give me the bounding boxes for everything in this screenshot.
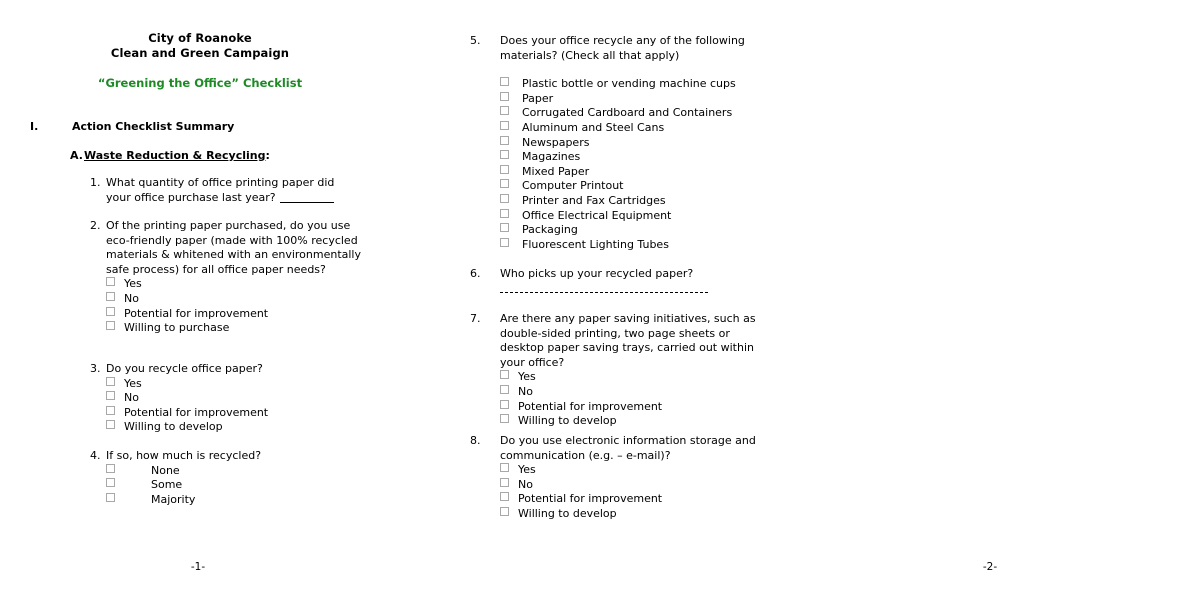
question-3 (90, 362, 362, 435)
question-6 (470, 267, 760, 293)
checkbox-icon[interactable] (500, 179, 509, 188)
option-row[interactable] (106, 464, 362, 479)
checkbox-icon[interactable] (500, 370, 509, 379)
section-heading-sub (70, 149, 370, 164)
checkbox-icon[interactable] (500, 92, 509, 101)
checkbox-icon[interactable] (106, 464, 115, 473)
question-8 (470, 434, 760, 522)
checkbox-icon[interactable] (106, 493, 115, 502)
sub-title-suffix: : (265, 149, 270, 162)
checkbox-icon[interactable] (500, 385, 509, 394)
checkbox-icon[interactable] (106, 406, 115, 415)
checkbox-icon[interactable] (500, 492, 509, 501)
option-label: No (124, 291, 139, 305)
checkbox-icon[interactable] (500, 121, 509, 130)
option-label: Willing to purchase (124, 321, 230, 335)
option-row[interactable] (500, 492, 760, 507)
option-row[interactable] (106, 420, 362, 435)
question-2 (90, 219, 362, 336)
page-right (396, 0, 998, 612)
checkbox-icon[interactable] (500, 136, 509, 145)
option-list (500, 370, 760, 428)
question-text: What quantity of office printing paper did your office purchase last year? (106, 176, 335, 204)
checkbox-icon[interactable] (106, 321, 115, 330)
option-label: Plastic bottle or vending machine cups (522, 77, 736, 91)
option-row[interactable] (106, 292, 362, 307)
roman-numeral: I. (30, 120, 39, 133)
option-row[interactable] (500, 385, 760, 400)
option-row[interactable] (106, 377, 362, 392)
option-list (106, 277, 362, 335)
option-row[interactable] (500, 194, 760, 209)
option-row[interactable] (500, 150, 760, 165)
option-label: Fluorescent Lighting Tubes (522, 237, 669, 251)
option-label: Packaging (522, 223, 578, 237)
sub-letter: A. (70, 149, 83, 162)
option-label: No (518, 477, 533, 491)
option-label: Yes (124, 376, 142, 390)
option-row[interactable] (106, 391, 362, 406)
option-row[interactable] (500, 507, 760, 522)
option-row[interactable] (106, 478, 362, 493)
option-row[interactable] (500, 92, 760, 107)
option-label: Computer Printout (522, 179, 624, 193)
option-row[interactable] (106, 307, 362, 322)
question-5 (470, 34, 760, 252)
option-row[interactable] (500, 463, 760, 478)
question-number: 8. (470, 434, 481, 447)
question-number: 6. (470, 267, 481, 280)
option-label: Newspapers (522, 135, 590, 149)
option-label: Majority (151, 492, 196, 506)
option-row[interactable] (106, 321, 362, 336)
question-text: Who picks up your recycled paper? (500, 267, 694, 280)
checkbox-icon[interactable] (106, 277, 115, 286)
option-label: Willing to develop (518, 414, 617, 428)
page-left (0, 0, 396, 612)
option-row[interactable] (500, 179, 760, 194)
checkbox-icon[interactable] (106, 377, 115, 386)
question-text: If so, how much is recycled? (106, 449, 262, 462)
option-list (106, 464, 362, 508)
question-text: Do you use electronic information storage and communication (e.g. – e-mail)? (500, 434, 756, 462)
header-line-2: Clean and Green Campaign (110, 46, 290, 60)
question-number: 5. (470, 34, 481, 47)
option-label: Potential for improvement (518, 492, 663, 506)
checkbox-icon[interactable] (500, 400, 509, 409)
checkbox-icon[interactable] (500, 194, 509, 203)
option-label: Printer and Fax Cartridges (522, 193, 666, 207)
question-1 (90, 176, 362, 205)
answer-blank-line[interactable] (500, 283, 708, 293)
checkbox-icon[interactable] (500, 106, 509, 115)
checkbox-icon[interactable] (500, 507, 509, 516)
question-number: 1. (90, 176, 101, 189)
document-title: “Greening the Office” Checklist (97, 76, 303, 90)
option-row[interactable] (500, 136, 760, 151)
option-row[interactable] (500, 209, 760, 224)
question-text: Do you recycle office paper? (106, 362, 263, 375)
sub-title: Waste Reduction & Recycling (84, 149, 266, 162)
option-row[interactable] (500, 106, 760, 121)
option-row[interactable] (500, 414, 760, 429)
page-footer-left: -1- (190, 561, 206, 573)
question-text: Of the printing paper purchased, do you use eco-friendly paper (made with 100% recycled materials & whitened with an environmentally safe process) for all office paper needs? (106, 219, 361, 276)
option-label: Yes (518, 463, 536, 477)
checkbox-icon[interactable] (106, 391, 115, 400)
question-4 (90, 449, 362, 507)
answer-blank-line[interactable] (280, 202, 334, 203)
option-row[interactable] (500, 165, 760, 180)
option-label: Office Electrical Equipment (522, 208, 672, 222)
checkbox-icon[interactable] (500, 209, 509, 218)
option-row[interactable] (106, 277, 362, 292)
option-row[interactable] (500, 77, 760, 92)
option-list (500, 77, 760, 252)
option-row[interactable] (106, 493, 362, 508)
option-list (500, 463, 760, 521)
option-label: Mixed Paper (522, 164, 590, 178)
document-header (30, 31, 370, 91)
option-label: Potential for improvement (518, 399, 663, 413)
question-number: 2. (90, 219, 101, 232)
option-label: Willing to develop (124, 420, 223, 434)
checkbox-icon[interactable] (500, 238, 509, 247)
option-row[interactable] (500, 223, 760, 238)
option-row[interactable] (500, 400, 760, 415)
option-label: Potential for improvement (124, 306, 269, 320)
option-label: No (124, 391, 139, 405)
checkbox-icon[interactable] (500, 223, 509, 232)
checkbox-icon[interactable] (500, 150, 509, 159)
checkbox-icon[interactable] (500, 77, 509, 86)
checkbox-icon[interactable] (106, 478, 115, 487)
checkbox-icon[interactable] (500, 165, 509, 174)
question-text: Does your office recycle any of the following materials? (Check all that apply) (500, 34, 745, 62)
checkbox-icon[interactable] (106, 420, 115, 429)
option-label: Magazines (522, 150, 581, 164)
option-label: Willing to develop (518, 506, 617, 520)
option-label: Corrugated Cardboard and Containers (522, 106, 733, 120)
option-label: Yes (518, 370, 536, 384)
option-label: No (518, 384, 533, 398)
option-row[interactable] (500, 478, 760, 493)
section-heading-roman (30, 120, 370, 135)
option-label: Some (151, 478, 183, 492)
option-row[interactable] (500, 370, 760, 385)
option-label: Potential for improvement (124, 405, 269, 419)
question-7 (470, 312, 760, 429)
checkbox-icon[interactable] (500, 478, 509, 487)
question-number: 3. (90, 362, 101, 375)
option-label: None (151, 463, 180, 477)
option-row[interactable] (106, 406, 362, 421)
header-line-1: City of Roanoke (148, 31, 252, 45)
option-label: Paper (522, 91, 554, 105)
option-label: Yes (124, 277, 142, 291)
question-number: 4. (90, 449, 101, 462)
checkbox-icon[interactable] (500, 463, 509, 472)
question-number: 7. (470, 312, 481, 325)
checkbox-icon[interactable] (106, 292, 115, 301)
page-footer-right: -2- (982, 561, 998, 573)
option-row[interactable] (500, 121, 760, 136)
checkbox-icon[interactable] (500, 414, 509, 423)
option-label: Aluminum and Steel Cans (522, 120, 665, 134)
checkbox-icon[interactable] (106, 307, 115, 316)
roman-title: Action Checklist Summary (72, 120, 235, 133)
question-text: Are there any paper saving initiatives, such as double-sided printing, two page sheets or desktop paper saving trays, carried out within your office? (500, 312, 756, 369)
option-list (106, 377, 362, 435)
option-row[interactable] (500, 238, 760, 253)
